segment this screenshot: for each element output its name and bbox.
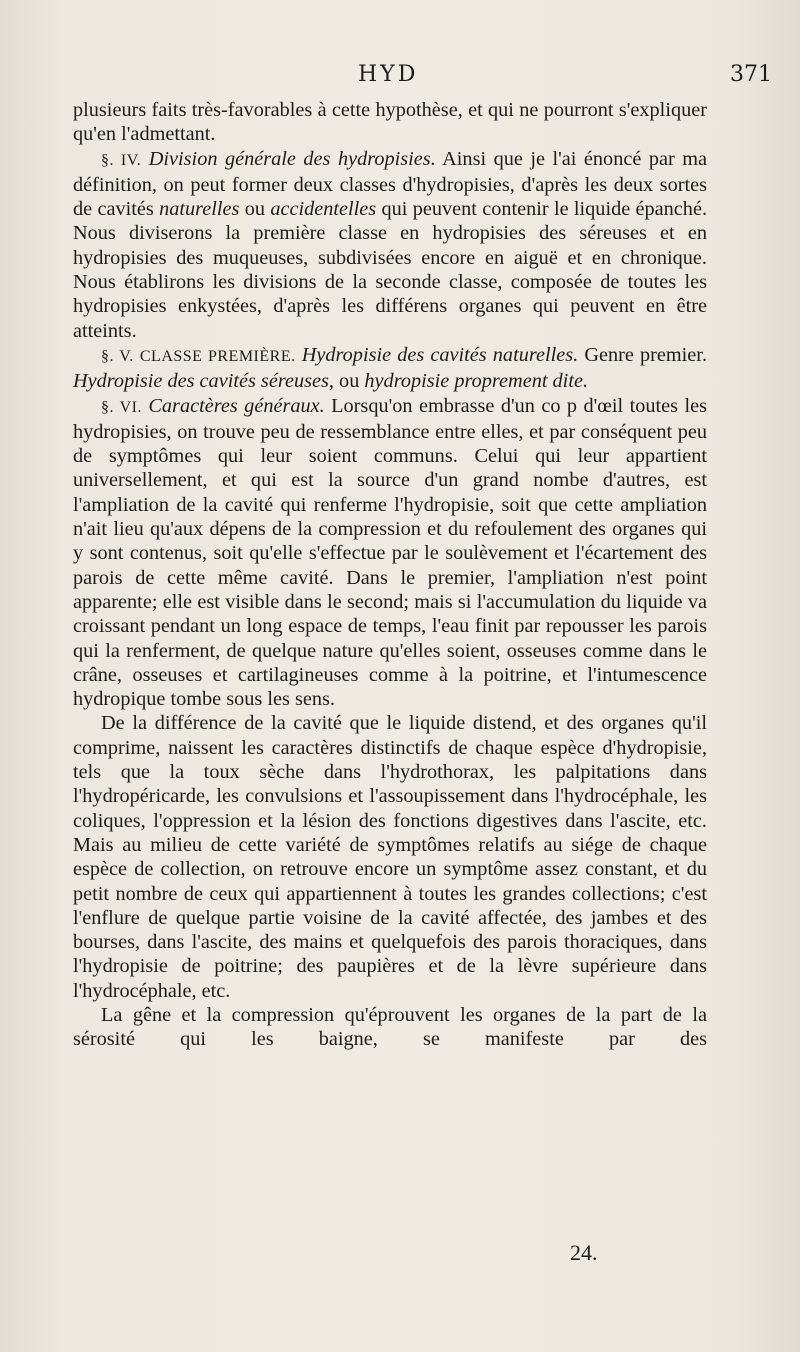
section-heading: Caractères généraux. xyxy=(148,394,325,417)
paragraph-final: La gêne et la compression qu'éprouvent les organes de la part de la sérosité qui les baigne, se manifeste par des xyxy=(73,1003,707,1051)
class-label: CLASSE PREMIÈRE. xyxy=(139,347,296,365)
paragraph-continuation: plusieurs faits très-favorables à cette hypothèse, et qui ne pourront s'expliquer qu'en l'admettant. xyxy=(73,99,707,146)
section-heading: Division générale des hydropisies. xyxy=(148,147,436,170)
paragraph-text: ou xyxy=(239,198,271,221)
paragraph-text: Ainsi que je l'ai énoncé par ma définition, on peut former deux classes d'hydropisies, d'après les deux sortes de cavités xyxy=(73,147,707,221)
signature-mark: 24. xyxy=(570,1240,598,1265)
paragraph-section-iv xyxy=(73,147,707,343)
subsection-heading: hydropisie proprement dite. xyxy=(364,370,589,393)
subsection-heading: Hydropisie des cavités séreuses xyxy=(73,370,329,393)
section-number: §. V. xyxy=(101,347,134,365)
section-number: §. VI. xyxy=(101,398,142,416)
emphasis-text: naturelles xyxy=(159,198,240,221)
paragraph-text: qui peuvent contenir le liquide épanché. Nous diviserons la première classe en hydropisies des séreuses et en hydropisies des muqueuses, subdivisées encore en aiguë et en chronique. Nous établirons les divisions de la seconde classe, composée de toutes les hydropisies enkystées, d'après les différens organes qui peuvent en être atteints. xyxy=(73,198,708,342)
paragraph-text: Lorsqu'on embrasse d'un co p d'œil toutes les hydropisies, on trouve peu de ressemblance entre elles, et par conséquent peu de symptômes qui leur soient communs. Celui qui leur appartient universellement, et qui est la source d'un grand nombe d'autres, est l'ampliation de la cavité qui renferme l'hydropisie, soit que cette ampliation n'ait lieu qu'aux dépens de la compression et du refoulement des organes qui y sont contenus, soit qu'elle s'effectue par le soulèvement et l'écartement des parois de cette même cavité. Dans le premier, l'ampliation n'est point apparente; elle est visible dans le second; mais si l'accumulation du liquide va croissant pendant un long espace de temps, l'eau finit par repousser les parois qui la renferment, de quelque nature qu'elles soient, osseuses comme dans le crâne, osseuses et cartilagineuses comme à la poitrine, et l'intumescence hydropique tombe sous les sens. xyxy=(73,394,707,711)
paragraph-symptoms: De la différence de la cavité que le liquide distend, et des organes qu'il comprime, naissent les caractères distinctifs de chaque espèce d'hydropisie, tels que la toux sèche dans l'hydrothorax, les palpitations dans l'hydropéricarde, les convulsions et l'assoupissement dans l'hydrocéphale, les coliques, l'oppression et la lésion des fonctions digestives dans l'ascite, etc. Mais au milieu de cette variété de symptômes relatifs au siége de chaque espèce de collection, on retrouve encore un symptôme assez constant, et du petit nombre de ceux qui appartiennent à toutes les grandes collections; c'est l'enflure de quelque partie voisine de la cavité affectée, des jambes et des bourses, dans l'ascite, des mains et quelquefois des parois thoraciques, dans l'hydropisie de poitrine; des paupières et de la lèvre supérieure dans l'hydrocéphale, etc. xyxy=(73,712,707,1002)
emphasis-text: accidentelles xyxy=(270,198,377,221)
page-number: 371 xyxy=(730,62,772,87)
body-text xyxy=(73,98,707,1052)
section-number: §. IV. xyxy=(101,151,142,169)
paragraph-section-v xyxy=(73,343,707,394)
paragraph-section-vi xyxy=(73,394,707,712)
section-heading: Hydropisie des cavités naturelles. xyxy=(301,343,579,366)
running-head xyxy=(0,62,800,96)
paragraph-text: , ou xyxy=(328,370,365,393)
genre-label: Genre premier. xyxy=(578,343,708,366)
running-title: HYD xyxy=(358,62,419,87)
